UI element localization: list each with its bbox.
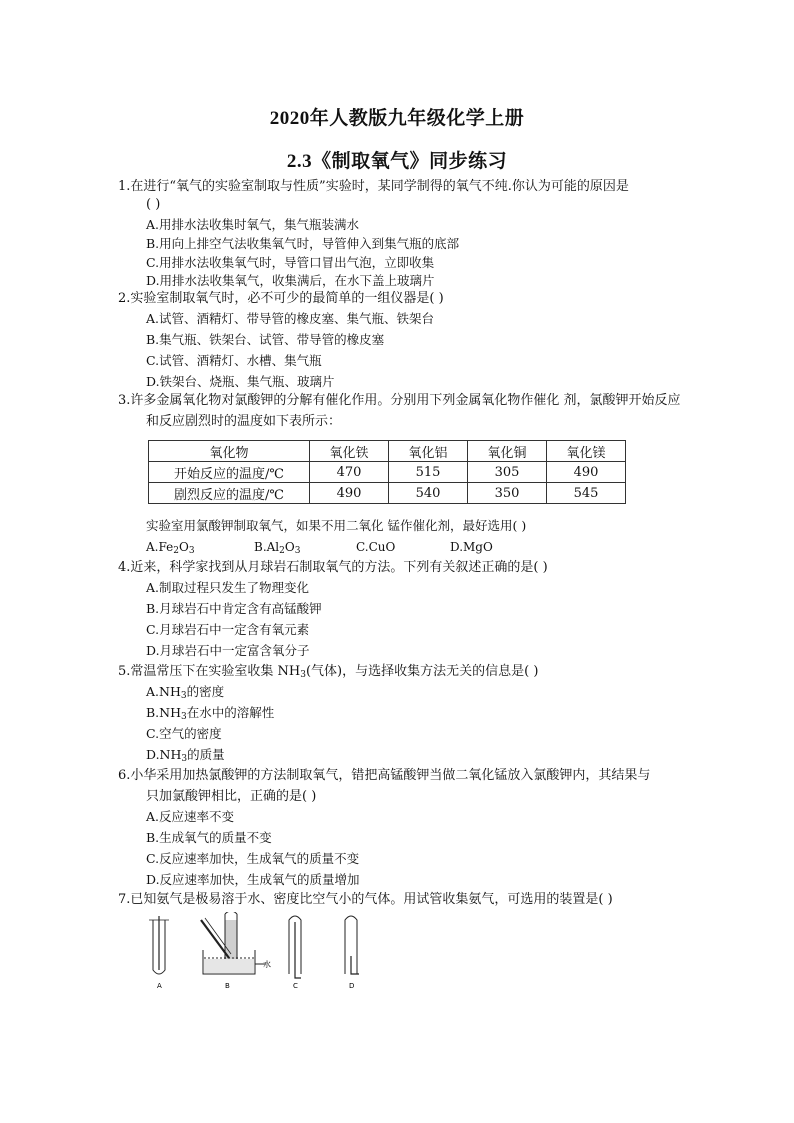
q1-stem-line2: ( ): [146, 197, 161, 212]
q4-option-a: A.制取过程只发生了物理变化: [146, 580, 310, 595]
table-header-row: [149, 441, 626, 462]
table-header-cell: 氧化铁: [310, 441, 389, 462]
q4-option-d: D.月球岩石中一定富含氧分子: [146, 643, 310, 658]
q6-stem-line1: 6.小华采用加热氯酸钾的方法制取氧气，错把高锰酸钾当做二氧化锰放入氯酸钾内，其结果与: [118, 768, 651, 783]
table-header-cell: 氧化铜: [468, 441, 547, 462]
water-label: 水: [263, 960, 271, 969]
figure-label-d: D: [349, 982, 355, 990]
table-cell: 470: [310, 462, 389, 483]
q6-option-c: C.反应速率加快，生成氧气的质量不变: [146, 851, 360, 866]
table-cell: 545: [547, 483, 626, 504]
apparatus-a: [149, 916, 169, 974]
q7-stem: 7.已知氨气是极易溶于水、密度比空气小的气体。用试管收集氨气，可选用的装置是( ): [118, 892, 613, 907]
q6-option-b: B.生成氧气的质量不变: [146, 830, 272, 845]
figure-label-c: C: [293, 982, 298, 990]
figure-label-b: B: [225, 982, 230, 990]
q1-option-b: B.用向上排空气法收集氧气时，导管伸入到集气瓶的底部: [146, 236, 460, 251]
q6-option-a: A.反应速率不变: [146, 809, 235, 824]
table-row: [149, 462, 626, 483]
q1-option-d: D.用排水法收集氧气，收集满后，在水下盖上玻璃片: [146, 273, 435, 288]
table-header-cell: 氧化物: [149, 441, 310, 462]
q2-option-b: B.集气瓶、铁架台、试管、带导管的橡皮塞: [146, 332, 385, 347]
q3-question: 实验室用氯酸钾制取氧气，如果不用二氧化 锰作催化剂，最好选用( ): [146, 518, 527, 533]
q3-options: [146, 540, 493, 556]
q3-stem-line1: 3.许多金属氧化物对氯酸钾的分解有催化作用。分别用下列金属氧化物作催化 剂，氯酸钾开始反应: [118, 393, 681, 408]
q3-stem-line2: 和反应剧烈时的温度如下表所示：: [146, 414, 342, 429]
q5-stem: 5.常温常压下在实验室收集 $NH_3$(气体)，与选择收集方法无关的信息是( ): [118, 664, 539, 680]
q1-stem-line1: 1.在进行“氧气的实验室制取与性质”实验时，某同学制得的氧气不纯.你认为可能的原因是: [118, 179, 629, 194]
table-cell: 305: [468, 462, 547, 483]
q3-option-a: $A.Fe_2O_3$: [146, 540, 195, 556]
q4-option-c: C.月球岩石中一定含有氧元素: [146, 622, 310, 637]
apparatus-c: [289, 916, 301, 978]
q2-option-d: D.铁架台、烧瓶、集气瓶、玻璃片: [146, 374, 335, 389]
q3-option-d: D.MgO: [450, 540, 493, 554]
page-subtitle: 2.3《制取氧气》同步练习: [286, 151, 508, 172]
table-cell: 540: [389, 483, 468, 504]
table-cell: 515: [389, 462, 468, 483]
table-cell: 剧烈反应的温度/℃: [149, 483, 310, 504]
q5-option-b: $B.NH_3$在水中的溶解性: [146, 705, 275, 722]
gas-collection-apparatus-figure: [145, 912, 375, 990]
q4-stem: 4.近来，科学家找到从月球岩石制取氧气的方法。下列有关叙述正确的是( ): [118, 560, 548, 575]
table-cell: 490: [310, 483, 389, 504]
q5-option-a: $A.NH_3$的密度: [146, 684, 225, 701]
table-cell: 490: [547, 462, 626, 483]
page-title: 2020年人教版九年级化学上册: [269, 108, 525, 129]
table-cell: 350: [468, 483, 547, 504]
table-header-cell: 氧化镁: [547, 441, 626, 462]
table-row: [149, 483, 626, 504]
q5-option-d: $D.NH_3$的质量: [146, 747, 225, 764]
apparatus-d: [345, 916, 359, 974]
q1-option-c: C.用排水法收集氧气时，导管口冒出气泡，立即收集: [146, 255, 435, 270]
apparatus-b: [201, 912, 265, 974]
q2-option-a: A.试管、酒精灯、带导管的橡皮塞、集气瓶、铁架台: [146, 311, 435, 326]
q6-option-d: D.反应速率加快，生成氧气的质量增加: [146, 872, 360, 887]
table-header-cell: 氧化铝: [389, 441, 468, 462]
table-cell: 开始反应的温度/℃: [149, 462, 310, 483]
q2-option-c: C.试管、酒精灯、水槽、集气瓶: [146, 353, 322, 368]
oxide-temperature-table: [148, 440, 626, 504]
q4-option-b: B.月球岩石中肯定含有高锰酸钾: [146, 601, 322, 616]
q3-option-c: C.CuO: [356, 540, 396, 554]
q1-option-a: A.用排水法收集时氧气，集气瓶装满水: [146, 217, 360, 232]
q6-stem-line2: 只加氯酸钾相比，正确的是( ): [146, 789, 317, 804]
q2-stem: 2.实验室制取氧气时，必不可少的最简单的一组仪器是( ): [118, 291, 444, 306]
q3-option-b: $B.Al_2O_3$: [254, 540, 301, 556]
figure-label-a: A: [157, 982, 162, 990]
q5-option-c: C.空气的密度: [146, 726, 222, 741]
